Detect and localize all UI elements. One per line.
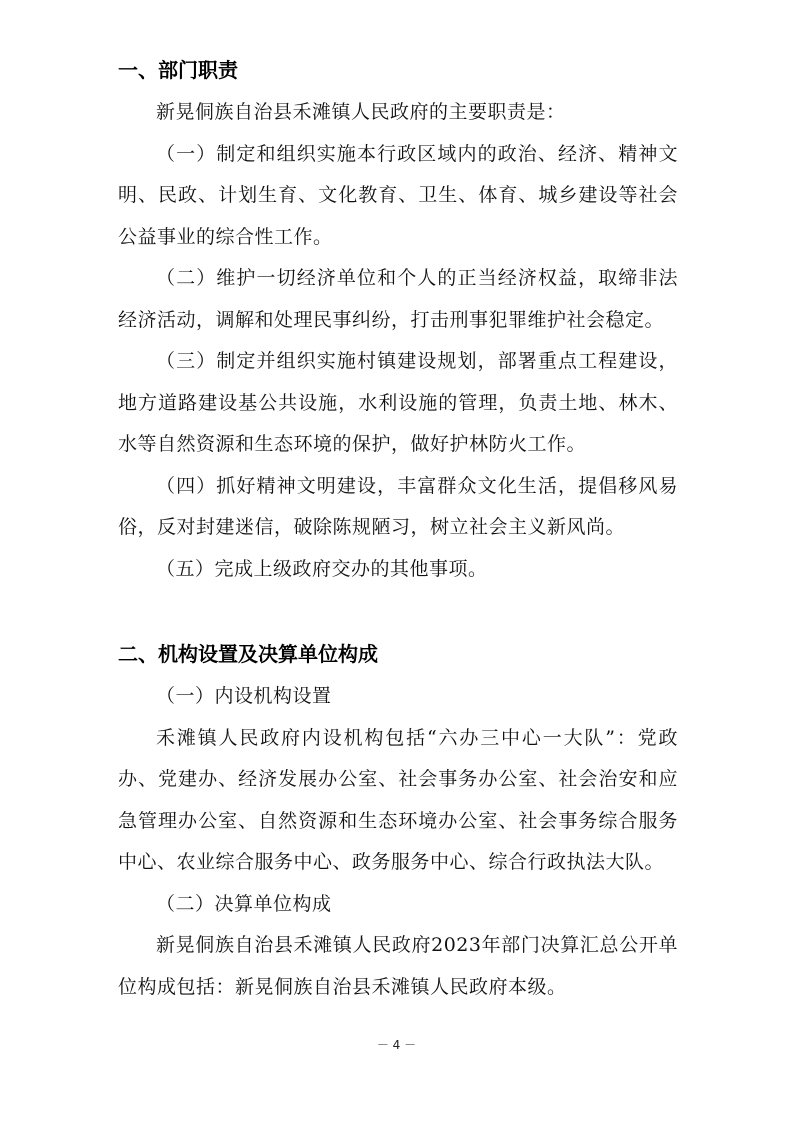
section-2-heading: 二、机构设置及决算单位构成 [118,642,378,666]
page-number: － 4 － [376,1038,417,1052]
subsection-2-text: 新晃侗族自治县禾滩镇人民政府2023年部门决算汇总公开单位构成包括：新晃侗族自治县禾滩镇人民政府本级。 [118,934,678,998]
section-spacer [118,590,678,632]
duty-item-2: （二）维护一切经济单位和个人的正当经济权益，取缔非法经济活动，调解和处理民事纠纷，打击刑事犯罪维护社会稳定。 [118,267,678,331]
duty-item-5: （五）完成上级政府交办的其他事项。 [156,557,488,580]
document-body [118,48,678,1008]
duty-item-3: （三）制定并组织实施村镇建设规划，部署重点工程建设，地方道路建设基公共设施，水利设施的管理，负责土地、林木、水等自然资源和生态环境的保护，做好护林防火工作。 [118,350,678,455]
section-1-intro: 新晃侗族自治县禾滩镇人民政府的主要职责是： [156,101,566,123]
subsection-1-title: （一）内设机构设置 [156,685,332,707]
duty-item-4: （四）抓好精神文明建设，丰富群众文化生活，提倡移风易俗，反对封建迷信，破除陈规陋习，树立社会主义新风尚。 [118,474,678,538]
subsection-1-text: 禾滩镇人民政府内设机构包括“六办三中心一大队”：党政办、党建办、经济发展办公室、社会事务办公室、社会治安和应急管理办公室、自然资源和生态环境办公室、社会事务综合服务中心、农业综合服务中心、政务服务中心、综合行政执法大队。 [118,726,678,873]
duty-item-1: （一）制定和组织实施本行政区域内的政治、经济、精神文明、民政、计划生育、文化教育、卫生、体育、城乡建设等社会公益事业的综合性工作。 [118,142,678,248]
section-1-heading: 一、部门职责 [118,58,238,82]
subsection-2-title: （二）决算单位构成 [156,892,332,915]
